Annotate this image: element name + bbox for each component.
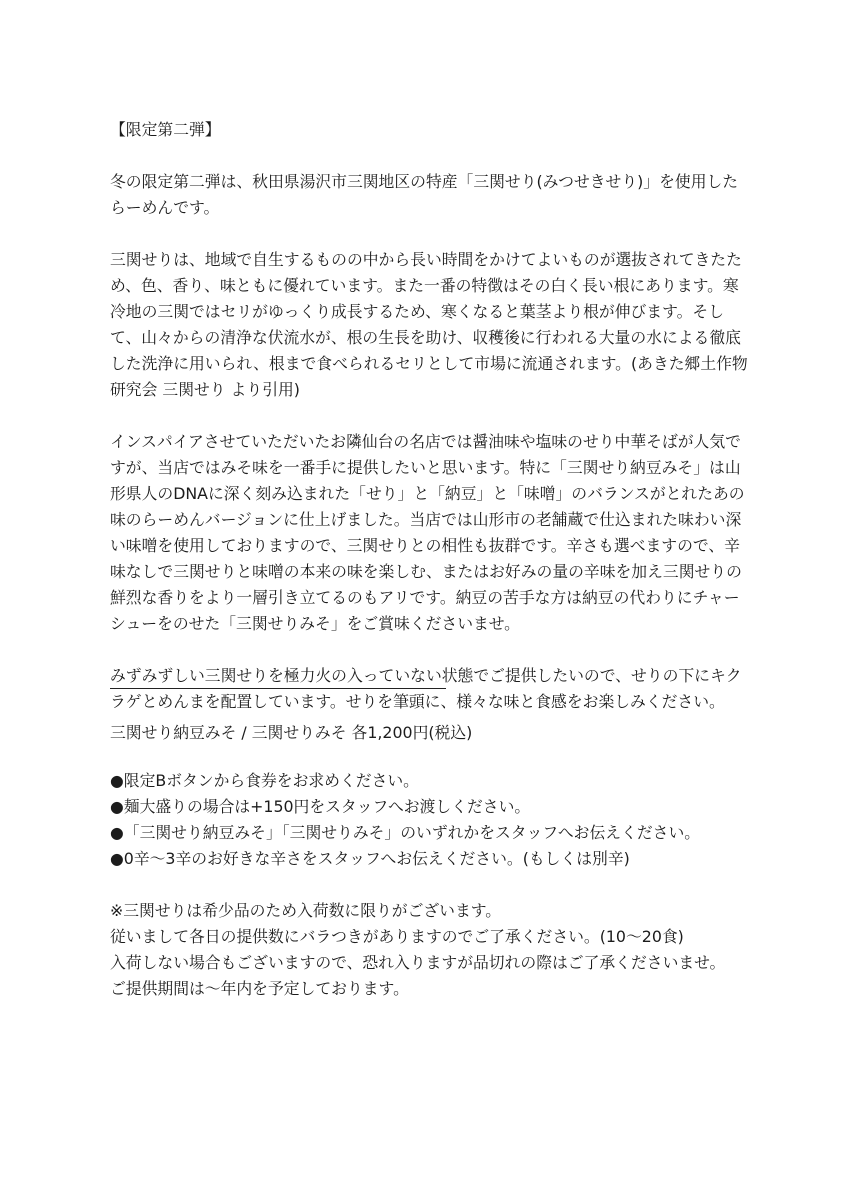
note-line: 入荷しない場合もございますので、恐れ入りますが品切れの際はご了承くださいませ。 bbox=[110, 953, 726, 972]
serving-line: みずみずしい三関せりを極力火の入っていない状態でご提供したいので、せりの下にキク bbox=[110, 666, 742, 685]
inspiration-line: 味なしで三関せりと味噌の本来の味を楽しむ、またはお好みの量の辛味を加え三関せりの bbox=[110, 562, 742, 581]
about-seri-line: した洗浄に用いられ、根まで食べられるセリとして市場に流通されます。(あきた郷土作物 bbox=[110, 354, 748, 373]
inspiration-line: 鮮烈な香りをより一層引き立てるのもアリです。納豆の苦手な方は納豆の代わりにチャー bbox=[110, 588, 740, 607]
inspiration-paragraph bbox=[110, 429, 745, 637]
instruction-list bbox=[110, 768, 700, 872]
instruction-item: ●限定Bボタンから食券をお求めください。 bbox=[110, 771, 419, 790]
instruction-item: ●麺大盛りの場合は+150円をスタッフへお渡しください。 bbox=[110, 797, 531, 816]
intro-line: らーめんです。 bbox=[110, 198, 220, 217]
note-line: 従いまして各日の提供数にバラつきがありますのでご了承ください。(10〜20食) bbox=[110, 927, 684, 946]
about-seri-paragraph bbox=[110, 247, 748, 403]
note-line: ご提供期間は〜年内を予定しております。 bbox=[110, 979, 409, 998]
about-seri-line: め、色、香り、味ともに優れています。また一番の特徴はその白く長い根にあります。寒 bbox=[110, 276, 739, 295]
serving-line: ラゲとめんまを配置しています。せりを筆頭に、様々な味と食感をお楽しみください。 bbox=[110, 692, 725, 711]
intro-paragraph bbox=[110, 169, 742, 221]
about-seri-line: 三関せりは、地域で自生するものの中から長い時間をかけてよいものが選抜されてきたた bbox=[110, 250, 742, 269]
inspiration-line: インスパイアさせていただいたお隣仙台の名店では醤油味や塩味のせり中華そばが人気で bbox=[110, 432, 741, 451]
instruction-item: ●0辛〜3辛のお好きな辛さをスタッフへお伝えください。(もしくは別辛) bbox=[110, 849, 630, 868]
intro-line: 冬の限定第二弾は、秋田県湯沢市三関地区の特産「三関せり(みつせきせり)」を使用した bbox=[110, 172, 739, 191]
serving-paragraph bbox=[110, 663, 742, 715]
inspiration-line: すが、当店ではみそ味を一番手に提供したいと思います。特に「三関せり納豆みそ」は山 bbox=[110, 458, 741, 477]
about-seri-line: 冷地の三関ではセリがゆっくり成長するため、寒くなると葉茎より根が伸びます。そし bbox=[110, 302, 725, 321]
inspiration-line: 形県人のDNAに深く刻み込まれた「せり」と「納豆」と「味噌」のバランスがとれたあの bbox=[110, 484, 745, 503]
notes-block bbox=[110, 898, 725, 1002]
inspiration-line: シューをのせた「三関せりみそ」をご賞味くださいませ。 bbox=[110, 614, 520, 633]
price-line: 三関せり納豆みそ / 三関せりみそ 各1,200円(税込) bbox=[110, 723, 473, 742]
note-line: ※三関せりは希少品のため入荷数に限りがございます。 bbox=[110, 901, 502, 920]
inspiration-line: 味のらーめんバージョンに仕上げました。当店では山形市の老舗蔵で仕込まれた味わい深 bbox=[110, 510, 742, 529]
about-seri-line: て、山々からの清浄な伏流水が、根の生長を助け、収穫後に行われる大量の水による徹底 bbox=[110, 328, 741, 347]
document-body bbox=[110, 117, 748, 741]
inspiration-line: い味噌を使用しておりますので、三関せりとの相性も抜群です。辛さも選べますので、辛 bbox=[110, 536, 740, 555]
document-heading: 【限定第二弾】 bbox=[110, 120, 221, 139]
about-seri-line: 研究会 三関せり より引用) bbox=[110, 380, 300, 399]
instruction-item: ●「三関せり納豆みそ」「三関せりみそ」のいずれかをスタッフへお伝えください。 bbox=[110, 823, 701, 842]
section-divider bbox=[110, 688, 446, 689]
